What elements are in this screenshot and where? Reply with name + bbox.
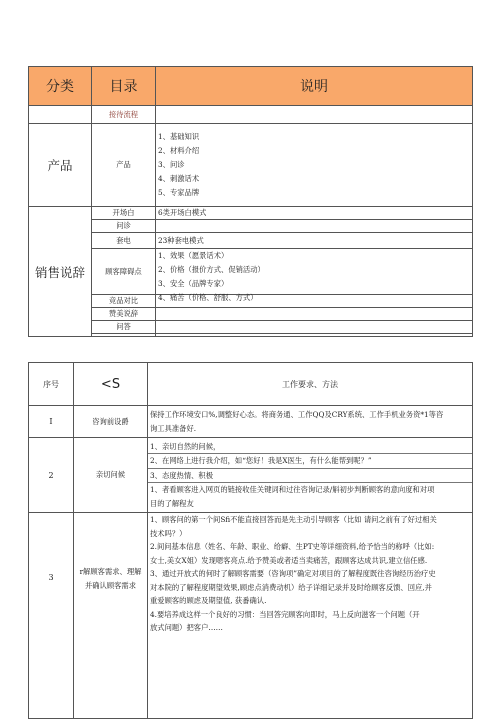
header-number: 序号 <box>29 363 74 406</box>
product-item: 5、专家品牌 <box>158 188 200 197</box>
detail-line: 2、在网络上进行我介绍，如“您好！我是X医生，有什么能帮到呢？” <box>150 456 372 466</box>
reception-flow-label: 接待流程 <box>92 106 156 124</box>
sales-sub: 套电 <box>92 233 156 249</box>
tail-sub: 赞美说辞 <box>92 308 156 321</box>
row-details <box>148 438 473 513</box>
objection-items <box>156 249 473 302</box>
workflow-row <box>29 438 473 513</box>
objection-item: 2、价格（报价方式、促销活动） <box>158 265 265 274</box>
detail-line: 1、顾客问的第一个间Sfi不能直接回答而是先主动引导顾客（比如 请问之前有了好过相关 <box>150 515 437 524</box>
product-items <box>156 124 473 207</box>
detail-line: 目的了解程友 <box>150 498 194 508</box>
detail-line: 1、者看顾客进入网页的链接收佳关键词和过往咨询记录/斛初步判断顾客的意向度和对项 <box>150 485 435 495</box>
detail-line: 对本院的了解程度期望效果,顾虑点消费动机）给子详细记录并及时给顾客反馈、回应,并 <box>150 582 432 592</box>
product-category: 产品 <box>29 124 92 207</box>
step-line: r解顾客需求、理解 <box>79 567 142 576</box>
step-line: 并确认顾客需求 <box>84 580 137 590</box>
sales-sub: 问诊 <box>92 220 156 233</box>
product-row <box>29 124 473 207</box>
catalog-table <box>28 66 473 337</box>
catalog-header-row <box>29 67 473 106</box>
product-sub: 产品 <box>92 124 156 207</box>
tail-sub: 问答 <box>92 321 156 334</box>
workflow-header-row <box>29 363 473 406</box>
sales-sub: 开场白 <box>92 207 156 220</box>
workflow-table <box>28 362 473 719</box>
detail-line: 保持工作环境安口%,调整好心态。将商务通、工作QQ及CRY系统、工作手机业务资*1等咨 <box>150 410 444 419</box>
objection-sub: 顾客障碍点 <box>92 249 156 295</box>
row-step <box>74 513 148 719</box>
header-requirements: 工作要求、方法 <box>148 363 473 406</box>
workflow-row <box>29 406 473 438</box>
detail-line: 2.间问基本信息（姓名、年龄、职业、给癖、生PT史等详细资料,给予恰当的称呼（比如: <box>150 542 435 551</box>
detail-line: 技术吗？） <box>150 528 187 538</box>
header-directory: 目录 <box>92 67 156 106</box>
objection-item: 4、痛苦（价格、舒服、方式） <box>158 293 258 302</box>
detail-line: 询工具准备好. <box>150 423 197 433</box>
sales-desc: 6类开场白模式 <box>156 207 473 220</box>
product-item: 1、基础知识 <box>158 132 200 141</box>
product-item: 3、问诊 <box>158 160 185 169</box>
objection-item: 3、安全（品牌专家） <box>158 279 229 288</box>
header-description: 说明 <box>156 67 473 106</box>
detail-line: 重爱顾客的顾虑及期望值, 获番确认. <box>150 596 267 605</box>
header-step: <S <box>74 363 148 406</box>
tail-sub: 竞品对比 <box>92 295 156 308</box>
detail-line: 1、亲切自然的问候， <box>150 441 221 451</box>
header-category: 分类 <box>29 67 92 106</box>
detail-line: 放式问题）把客户…… <box>150 623 223 632</box>
row-number: 3 <box>29 513 74 719</box>
sales-category: 销售说辞 <box>29 207 92 337</box>
row-number: I <box>29 406 74 438</box>
row-details <box>148 406 473 438</box>
detail-line: 3、通过开放式的何时了解顾客需要（咨询项”确定对项目的了解程度既往咨询经历治疗史 <box>150 569 436 578</box>
product-item: 2、材料介绍 <box>158 146 200 155</box>
sales-desc <box>156 220 473 233</box>
row-step: 咨询前设爵 <box>74 406 148 438</box>
objection-item: 1、效果（愿景话术） <box>158 251 229 260</box>
detail-line: 4.要培养成这样一个良好的习惯：当回答完顾客向即时，马上反向滋客一个问题（开 <box>150 609 420 619</box>
row-number: 2 <box>29 438 74 513</box>
detail-line: 3、态度热情、积极 <box>150 470 214 480</box>
product-item: 4、刺激话术 <box>158 174 200 183</box>
row-step: 亲切问候 <box>74 438 148 513</box>
detail-line: 女士,美女X姐）发现嗯客亮点.给予赞美或者适当卖痛苦，跟顾客达成共识,建立信任感. <box>150 555 428 565</box>
workflow-row <box>29 513 473 719</box>
row-details <box>148 513 473 719</box>
sales-desc: 23种套电模式 <box>156 233 473 249</box>
